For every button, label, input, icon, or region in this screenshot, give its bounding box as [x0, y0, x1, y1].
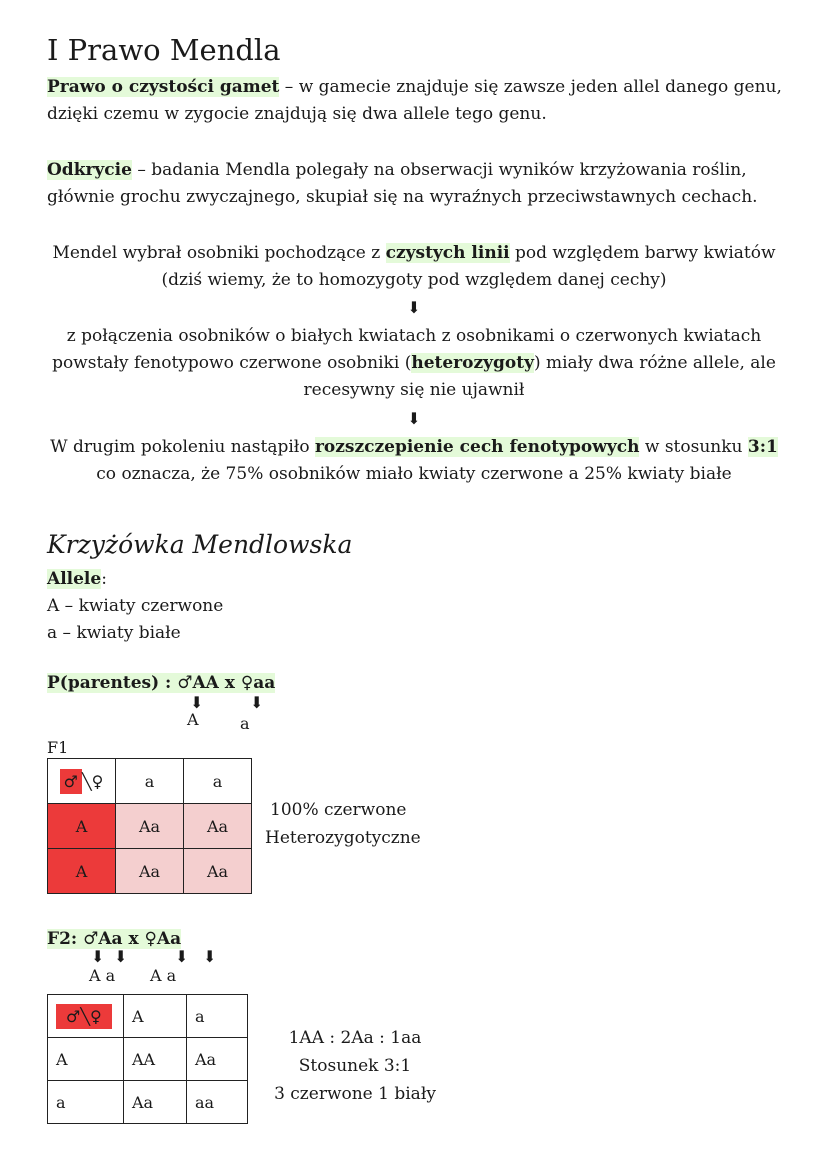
f2-cell: Aa	[187, 1038, 248, 1081]
alleles-block	[47, 566, 223, 647]
flow-text: w stosunku	[639, 437, 748, 457]
flow-arrow-icon: ⬇	[407, 298, 421, 317]
heterozygotes-term: heterozygoty	[411, 353, 534, 373]
discovery-term: Odkrycie	[47, 160, 132, 180]
male-symbol-icon: ♂	[63, 771, 78, 791]
alleles-colon: :	[101, 569, 107, 589]
male-female-symbol-icon: ♂╲♀	[56, 1004, 112, 1029]
f1-cell: Aa	[184, 849, 252, 894]
f2-summary	[270, 1024, 440, 1108]
law-text-1: – w gamecie znajduje się zawsze jeden allel danego genu,	[279, 77, 782, 97]
arrow-down-icon: ⬇	[114, 947, 128, 966]
f1-cell: Aa	[116, 849, 184, 894]
ratio-term: 3:1	[747, 437, 778, 457]
f1-header-cell: a	[184, 759, 252, 804]
f1-row-allele: A	[48, 849, 116, 894]
flow-step-3	[30, 434, 798, 488]
arrow-down-icon: ⬇	[190, 693, 204, 712]
flow-text: W drugim pokoleniu nastąpiło	[50, 437, 315, 457]
punnett-corner	[48, 759, 116, 804]
f2-header-cell: A	[124, 995, 187, 1038]
section-title: Krzyżówka Mendlowska	[47, 530, 353, 559]
gamete-a-female: a	[240, 714, 250, 733]
discovery-paragraph	[47, 157, 787, 211]
f2-phenotype: 3 czerwone 1 biały	[274, 1084, 436, 1104]
flow-text: ) miały dwa różne allele, ale	[533, 353, 776, 373]
flow-text: recesywny się nie ujawnił	[303, 380, 525, 400]
punnett-corner	[48, 995, 124, 1038]
f1-cell: Aa	[116, 804, 184, 849]
allele-recessive: a – kwiaty białe	[47, 623, 181, 643]
f2-cell: AA	[124, 1038, 187, 1081]
parents-label: P(parentes) : ♂AA x ♀aa	[47, 673, 276, 693]
arrow-down-icon: ⬇	[203, 947, 217, 966]
f1-row-allele: A	[48, 804, 116, 849]
arrow-down-icon: ⬇	[91, 947, 105, 966]
f2-ratio: Stosunek 3:1	[298, 1056, 412, 1076]
flow-text: co oznacza, że 75% osobników miało kwiaty czerwone a 25% kwiaty białe	[96, 464, 732, 484]
female-symbol-icon: ♀	[91, 771, 104, 791]
gamete-a-male: A	[187, 710, 199, 729]
diagonal-separator: ╲	[81, 771, 92, 791]
arrow-down-icon: ⬇	[175, 947, 189, 966]
pure-lines-term: czystych linii	[385, 243, 510, 263]
flow-arrow-icon: ⬇	[407, 409, 421, 428]
f1-cell: Aa	[184, 804, 252, 849]
f1-summary-type: Heterozygotyczne	[265, 828, 421, 848]
f2-gametes-male: A a	[89, 966, 116, 985]
page-title: I Prawo Mendla	[47, 33, 281, 67]
discovery-text-1: – badania Mendla polegały na obserwacji wyników krzyżowania roślin,	[131, 160, 747, 180]
law-text-2: dzięki czemu w zygocie znajdują się dwa allele tego genu.	[47, 104, 547, 124]
segregation-term: rozszczepienie cech fenotypowych	[314, 437, 640, 457]
f1-label: F1	[47, 738, 69, 757]
allele-dominant: A – kwiaty czerwone	[47, 596, 224, 616]
f2-genotype-ratio: 1AA : 2Aa : 1aa	[288, 1028, 422, 1048]
flow-text: pod względem barwy kwiatów	[509, 243, 776, 263]
f2-row-allele: a	[48, 1081, 124, 1124]
f2-gametes-female: A a	[150, 966, 177, 985]
f1-punnett-square	[47, 758, 252, 894]
f1-header-cell: a	[116, 759, 184, 804]
flow-step-2	[30, 323, 798, 404]
f2-punnett-square	[47, 994, 248, 1124]
f2-label: F2: ♂Aa x ♀Aa	[47, 929, 182, 949]
parents-line	[47, 670, 275, 697]
flow-text: (dziś wiemy, że to homozygoty pod względem danej cechy)	[161, 270, 667, 290]
law-term: Prawo o czystości gamet	[47, 77, 280, 97]
f2-row-allele: A	[48, 1038, 124, 1081]
f2-header-cell: a	[187, 995, 248, 1038]
f2-cell: aa	[187, 1081, 248, 1124]
flow-text: z połączenia osobników o białych kwiatach z osobnikami o czerwonych kwiatach	[66, 326, 762, 346]
flow-step-1	[30, 240, 798, 294]
discovery-text-2: głównie grochu zwyczajnego, skupiał się na wyraźnych przeciwstawnych cechach.	[47, 187, 758, 207]
law-paragraph	[47, 74, 787, 128]
f1-summary-percent: 100% czerwone	[270, 800, 407, 820]
flow-text: Mendel wybrał osobniki pochodzące z	[52, 243, 386, 263]
flow-text: powstały fenotypowo czerwone osobniki (	[52, 353, 412, 373]
f1-summary	[265, 796, 421, 852]
alleles-label: Allele	[47, 569, 102, 589]
arrow-down-icon: ⬇	[250, 693, 264, 712]
f2-cell: Aa	[124, 1081, 187, 1124]
